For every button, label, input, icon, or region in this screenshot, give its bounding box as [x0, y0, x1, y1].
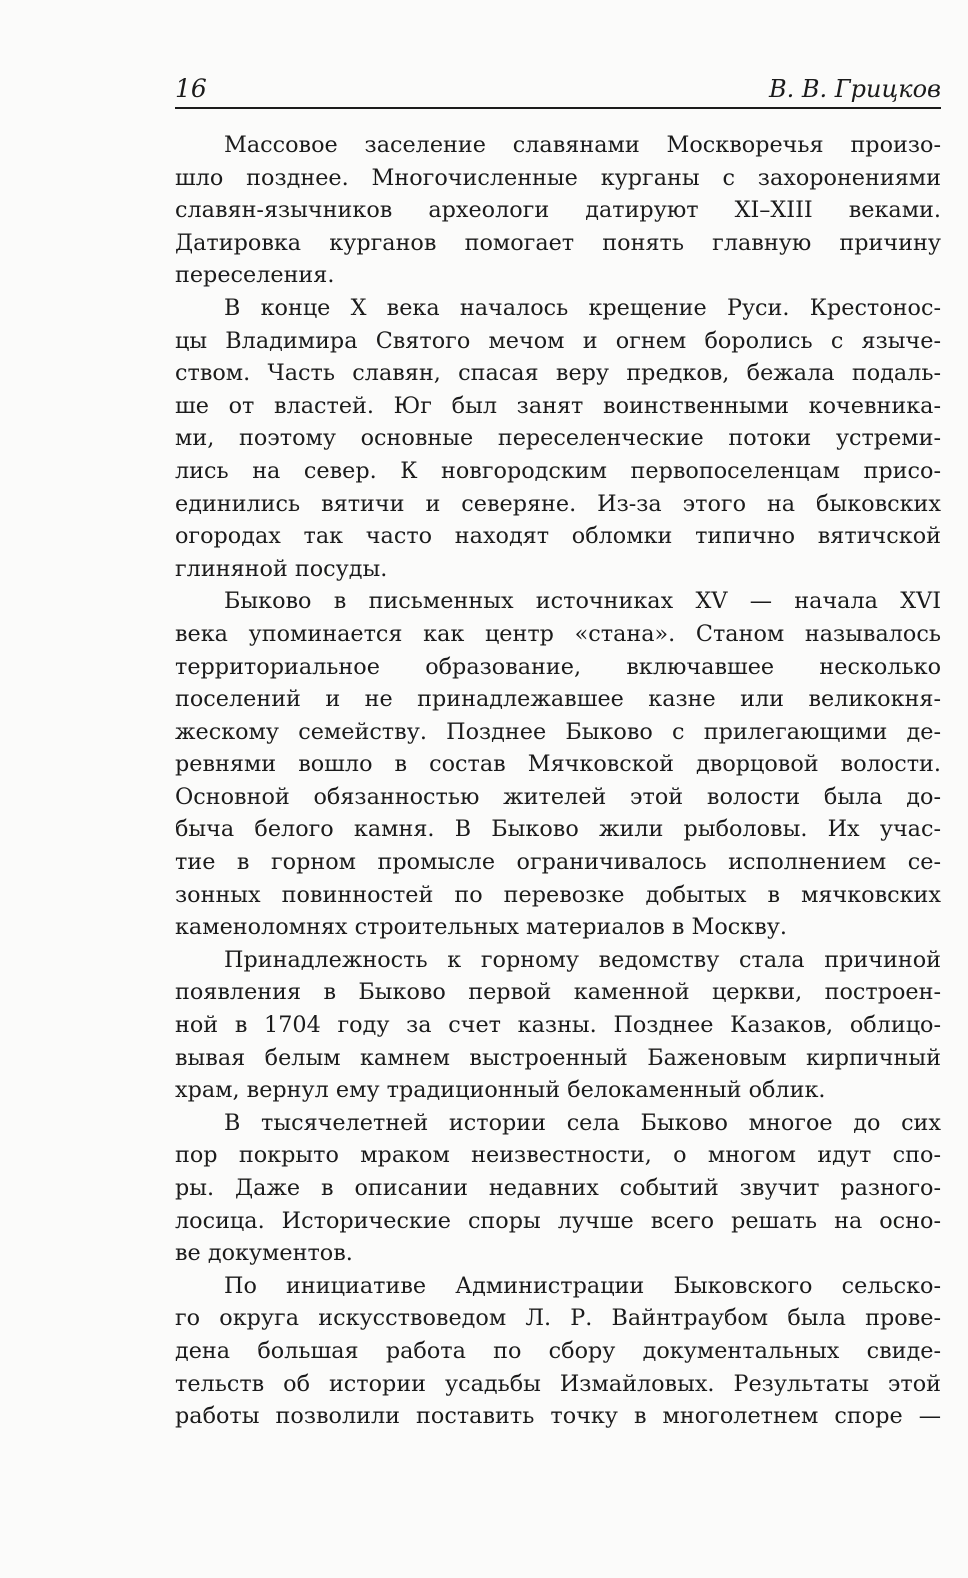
- text-line: ством. Часть славян, спасая веру предков, бежала подаль-: [175, 360, 941, 387]
- text-line: быча белого камня. В Быково жили рыболовы. Их учас-: [175, 816, 941, 843]
- text-line: единились вятичи и северяне. Из-за этого на быковских: [175, 490, 941, 517]
- text-line: лись на север. К новгородским первопоселенцам присо-: [175, 457, 941, 484]
- text-line: переселения.: [175, 262, 335, 289]
- text-line: Принадлежность к горному ведомству стала причиной: [224, 946, 941, 973]
- paragraph: [175, 129, 941, 292]
- text-line: ше от властей. Юг был занят воинственными кочевника-: [175, 392, 941, 419]
- text-line: зонных повинностей по перевозке добытых в мячковских: [175, 881, 941, 908]
- text-line: шло позднее. Многочисленные курганы с захоронениями: [175, 164, 941, 191]
- running-author: В. В. Грицков: [769, 75, 941, 103]
- paragraph: [175, 944, 941, 1107]
- text-line: ми, поэтому основные переселенческие потоки устреми-: [175, 425, 941, 452]
- text-line: лосица. Исторические споры лучше всего решать на осно-: [175, 1207, 941, 1234]
- text-line: жескому семейству. Позднее Быково с прилегающими де-: [175, 718, 941, 745]
- text-line: ревнями вошло в состав Мячковской дворцовой волости.: [175, 751, 941, 778]
- text-line: глиняной посуды.: [175, 555, 388, 582]
- text-line: славян-язычников археологи датируют XI–XIII веками.: [175, 197, 941, 224]
- text-line: Массовое заселение славянами Москворечья произо-: [224, 132, 941, 158]
- text-line: В тысячелетней истории села Быково многое до сих: [224, 1109, 941, 1136]
- paragraph: [175, 585, 941, 944]
- text-line: По инициативе Администрации Быковского сельско-: [224, 1272, 941, 1299]
- text-line: вывая белым камнем выстроенный Баженовым кирпичный: [175, 1044, 941, 1071]
- text-line: огородах так часто находят обломки типично вятичской: [175, 523, 941, 550]
- text-line: века упоминается как центр «стана». Станом называлось: [175, 620, 941, 647]
- text-line: появления в Быково первой каменной церкви, построен-: [175, 979, 941, 1006]
- text-line: В конце X века началось крещение Руси. Крестонос-: [224, 294, 941, 321]
- paragraph: [175, 1107, 941, 1270]
- text-line: Основной обязанностью жителей этой волости была до-: [175, 783, 941, 810]
- text-line: ве документов.: [175, 1240, 353, 1267]
- text-line: дена большая работа по сбору документальных свиде-: [175, 1337, 941, 1364]
- header-rule: [175, 107, 941, 109]
- paragraph: [175, 292, 941, 585]
- text-line: ной в 1704 году за счет казны. Позднее Казаков, облицо-: [175, 1012, 941, 1039]
- text-line: поселений и не принадлежавшее казне или великокня-: [175, 686, 941, 713]
- paragraph: [175, 1270, 941, 1433]
- text-line: территориальное образование, включавшее несколько: [175, 653, 941, 680]
- page-number: 16: [175, 74, 207, 103]
- text-line: каменоломнях строительных материалов в Москву.: [175, 914, 787, 941]
- page-body: [175, 129, 941, 1433]
- text-line: тельств об истории усадьбы Измайловых. Результаты этой: [175, 1370, 941, 1397]
- text-line: работы позволили поставить точку в многолетнем споре —: [175, 1403, 941, 1430]
- text-line: тие в горном промысле ограничивалось исполнением се-: [175, 849, 941, 876]
- text-line: ры. Даже в описании недавних событий звучит разного-: [175, 1175, 941, 1201]
- text-line: го округа искусствоведом Л. Р. Вайнтраубом была прове-: [175, 1305, 941, 1332]
- text-line: пор покрыто мраком неизвестности, о многом идут спо-: [175, 1142, 941, 1169]
- running-header: [175, 74, 941, 108]
- text-line: цы Владимира Святого мечом и огнем боролись с языче-: [175, 327, 941, 354]
- text-line: Датировка курганов помогает понять главную причину: [175, 229, 941, 256]
- text-line: храм, вернул ему традиционный белокаменный облик.: [175, 1077, 826, 1104]
- text-line: Быково в письменных источниках XV — начала XVI: [224, 588, 941, 615]
